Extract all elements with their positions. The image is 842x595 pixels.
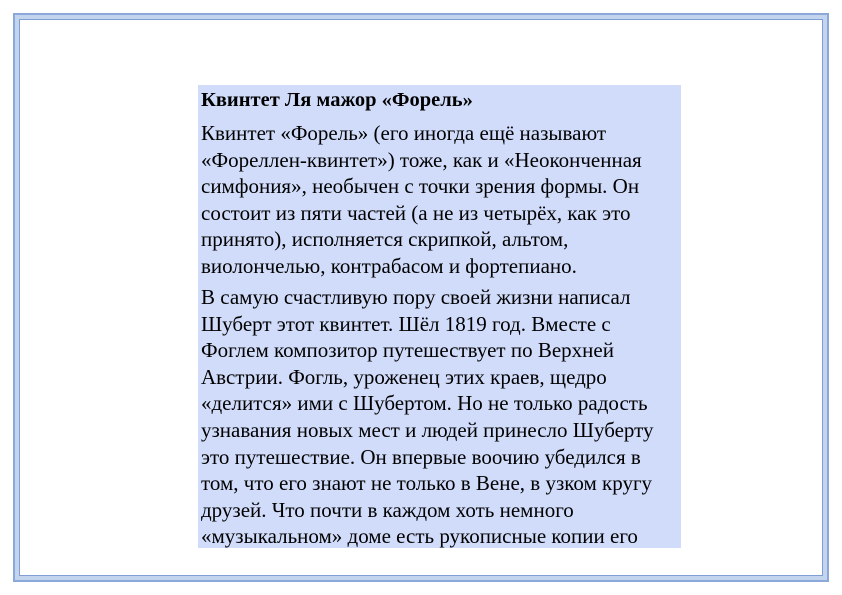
text-line: В самую счастливую пору своей жизни написал <box>201 284 631 309</box>
text-line: состоит из пяти частей (а не из четырёх, как это <box>201 200 631 225</box>
text-line: Шуберт этот квинтет. Шёл 1819 год. Вместе с <box>201 311 611 336</box>
text-line: Квинтет «Форель» (его иногда ещё называют <box>201 120 607 145</box>
text-line: Австрии. Фогль, уроженец этих краев, щедро <box>201 364 607 389</box>
text-line: Фоглем композитор путешествует по Верхней <box>201 338 614 363</box>
text-line: принято), исполняется скрипкой, альтом, <box>201 227 569 252</box>
text-line: узнавания новых мест и людей принесло Шуберту <box>201 417 654 442</box>
text-line: «Фореллен-квинтет») тоже, как и «Неоконченная <box>201 147 642 172</box>
paragraph-2 <box>201 284 678 548</box>
text-line: «музыкальном» доме есть рукописные копии его <box>201 524 638 548</box>
text-line: симфония», необычен с точки зрения формы. Он <box>201 174 640 199</box>
text-line: это путешествие. Он впервые воочию убедился в <box>201 444 641 469</box>
text-line: «делится» ими с Шубертом. Но не только радость <box>201 391 648 416</box>
slide-title: Квинтет Ля мажор «Форель» <box>201 89 473 111</box>
paragraph-1 <box>201 120 678 280</box>
text-line: друзей. Что почти в каждом хоть немного <box>201 497 574 522</box>
text-line: том, что его знают не только в Вене, в узком кругу <box>201 471 653 496</box>
text-line: виолончелью, контрабасом и фортепиано. <box>201 253 577 278</box>
text-box <box>198 85 681 548</box>
